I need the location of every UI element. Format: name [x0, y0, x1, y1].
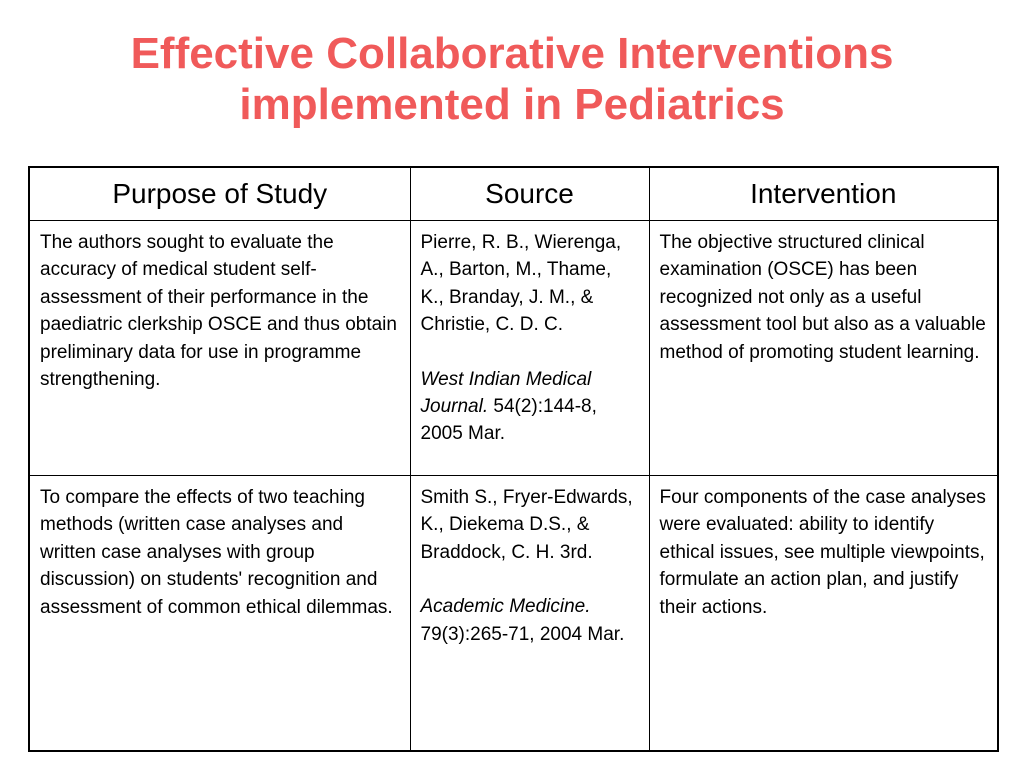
purpose-cell: To compare the effects of two teaching methods (written case analyses and written case analyses with group discussion) on students' recognition and assessment of common ethical dilemmas.	[29, 476, 410, 752]
header-source: Source	[410, 167, 649, 221]
source-cell	[410, 476, 649, 752]
table-row	[29, 476, 998, 752]
purpose-cell: The authors sought to evaluate the accuracy of medical student self-assessment of their performance in the paediatric clerkship OSCE and thus obtain preliminary data for use in programme strengthening.	[29, 221, 410, 476]
slide-title	[0, 28, 1024, 130]
source-citation: 79(3):265-71, 2004 Mar.	[420, 623, 625, 645]
header-purpose-of-study: Purpose of Study	[29, 167, 410, 221]
source-authors: Pierre, R. B., Wierenga, A., Barton, M., Thame, K., Branday, J. M., & Christie, C. D. C.	[420, 232, 622, 336]
table-header-row	[29, 167, 998, 221]
source-journal: West Indian Medical Journal.	[420, 368, 592, 418]
studies-table	[28, 166, 999, 752]
source-journal: Academic Medicine.	[420, 596, 591, 618]
header-intervention: Intervention	[649, 167, 998, 221]
source-citation: 54(2):144-8, 2005 Mar.	[420, 396, 597, 445]
intervention-cell: The objective structured clinical examination (OSCE) has been recognized not only as a useful assessment tool but also as a valuable method of promoting student learning.	[649, 221, 998, 476]
slide-title-line-2: implemented in Pediatrics	[239, 80, 785, 129]
source-authors: Smith S., Fryer-Edwards, K., Diekema D.S., & Braddock, C. H. 3rd.	[420, 487, 633, 563]
table-row	[29, 221, 998, 476]
source-cell	[410, 221, 649, 476]
slide-title-line-1: Effective Collaborative Interventions	[130, 29, 894, 78]
intervention-cell: Four components of the case analyses were evaluated: ability to identify ethical issues, see multiple viewpoints, formulate an action plan, and justify their actions.	[649, 476, 998, 752]
